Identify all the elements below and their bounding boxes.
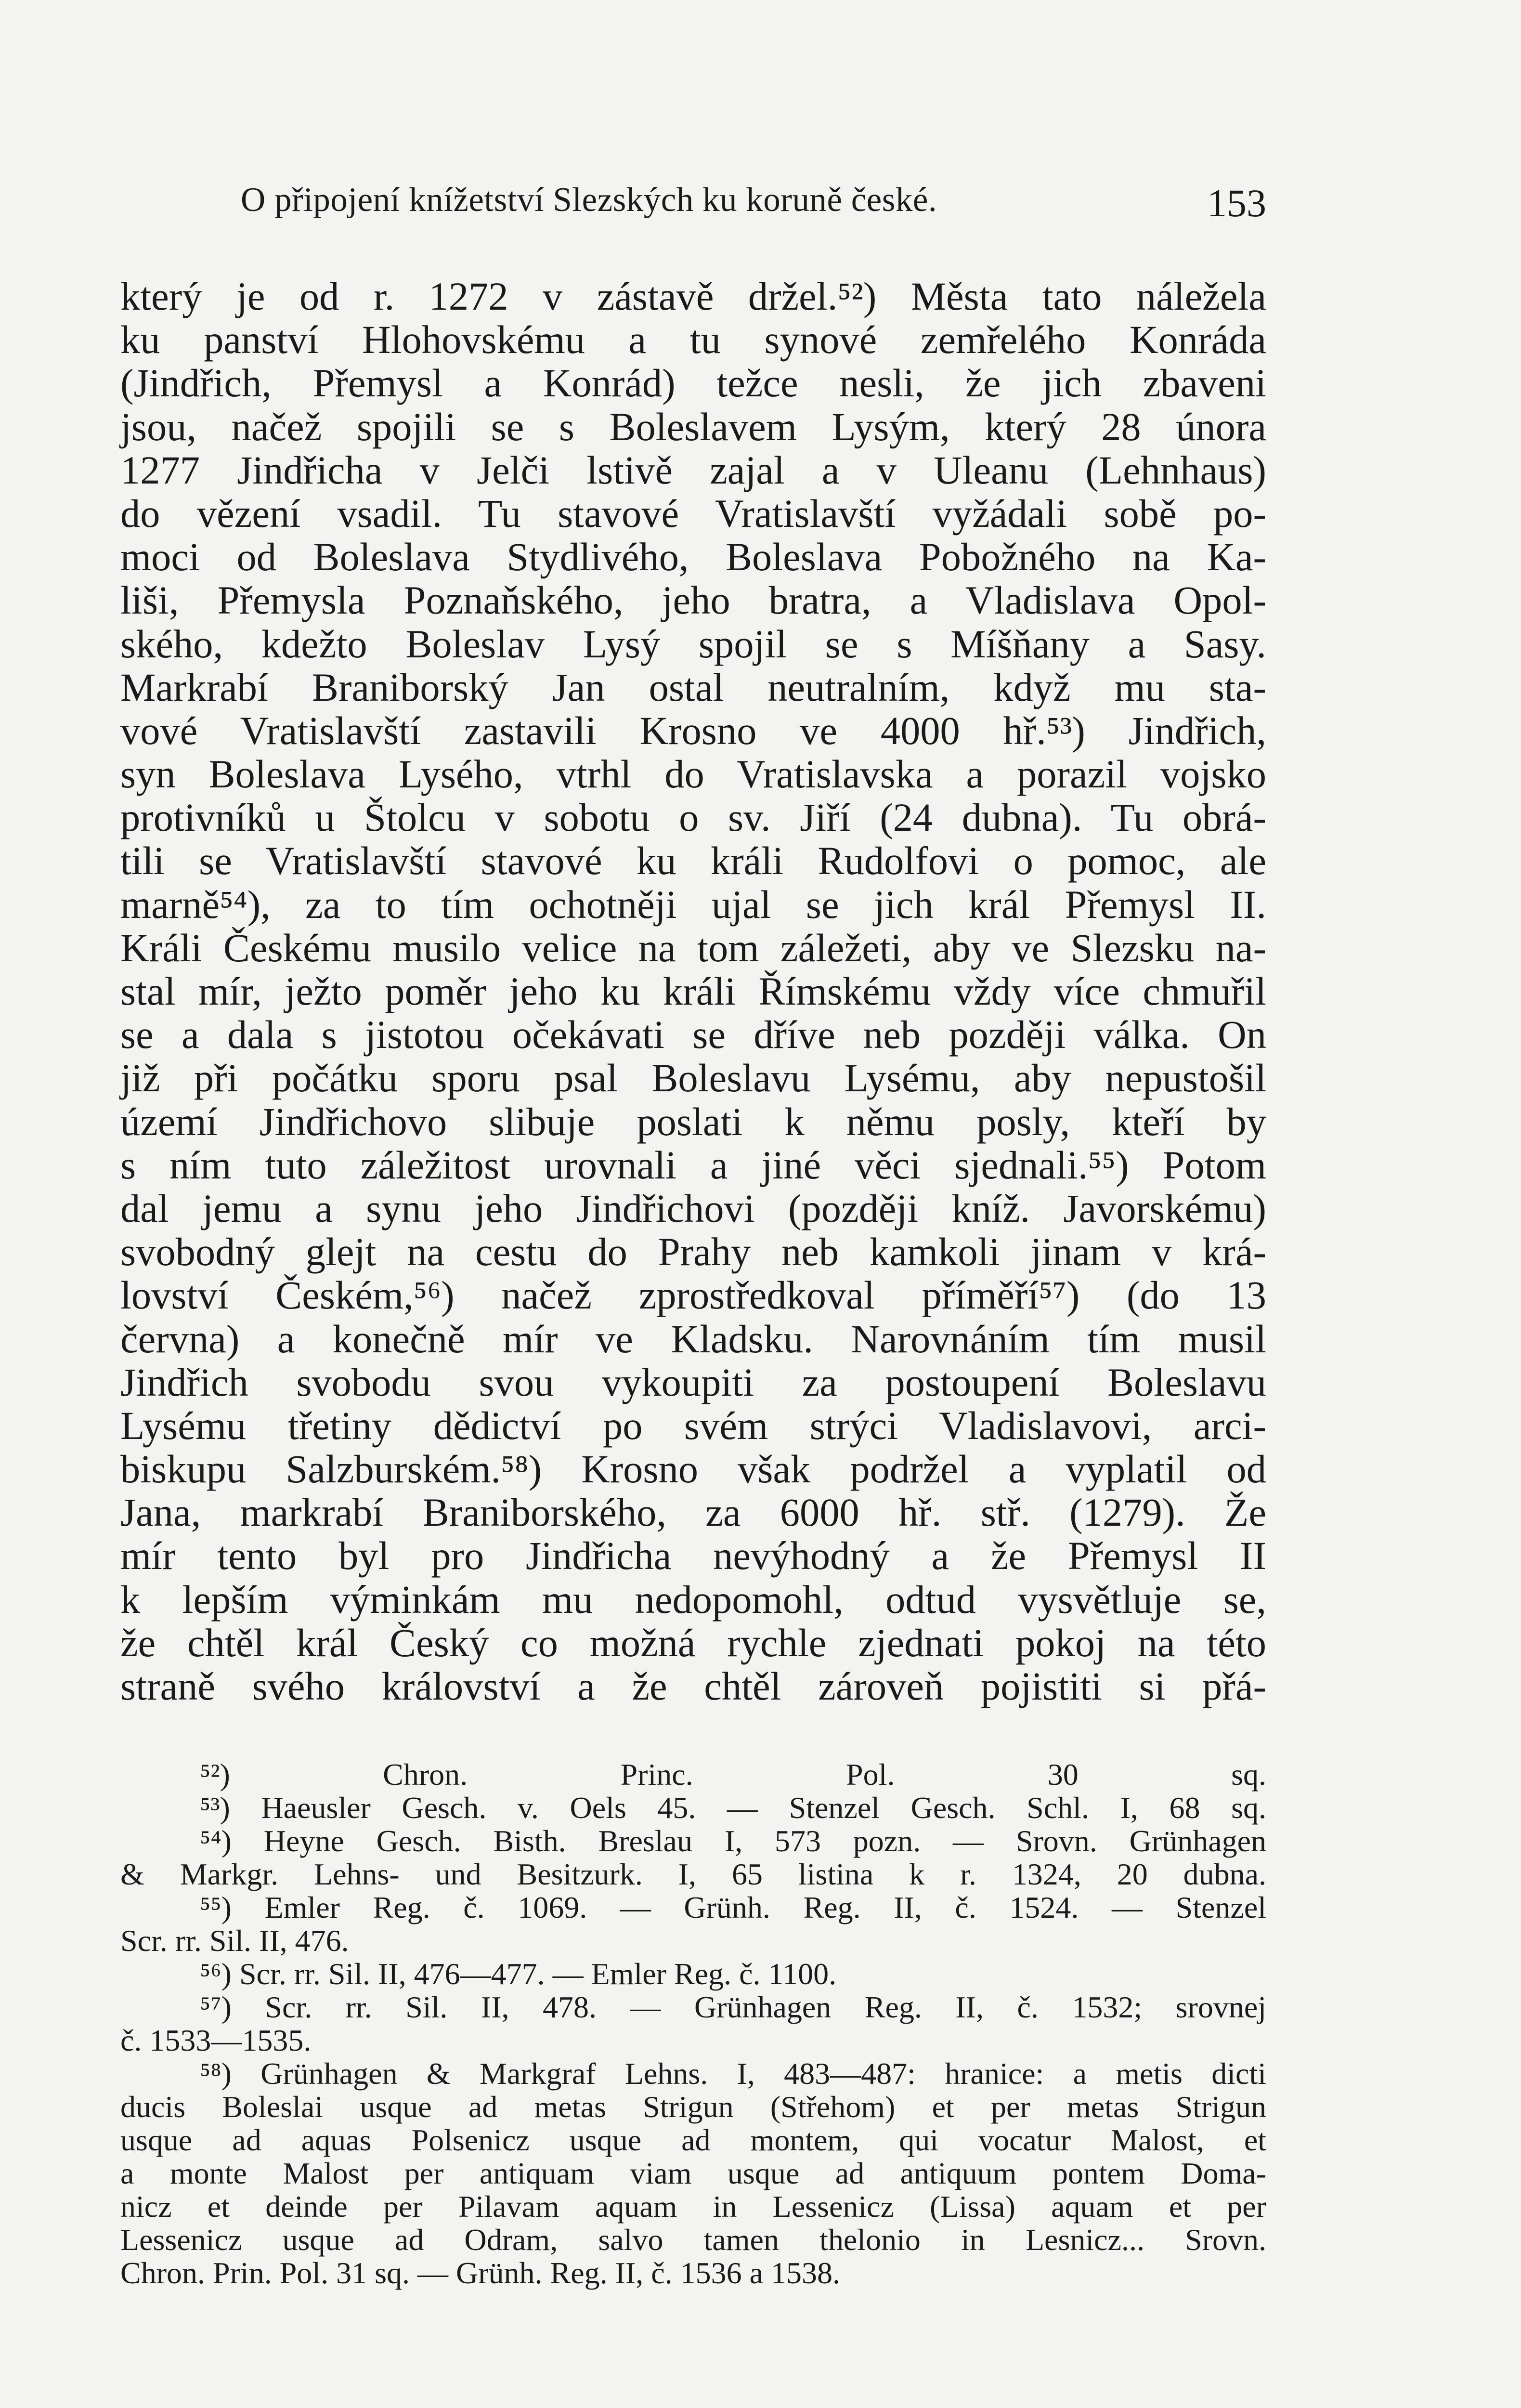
text-line: biskupu Salzburském.⁵⁸) Krosno však podržel a vyplatil od: [120, 1447, 1266, 1492]
text-line: vové Vratislavští zastavili Krosno ve 4000 hř.⁵³) Jindřich,: [120, 708, 1266, 753]
text-line: protivníků u Štolcu v sobotu o sv. Jiří (24 dubna). Tu obrá-: [120, 795, 1266, 840]
text-line: Lysému třetiny dědictví po svém strýci Vladislavovi, arci-: [120, 1403, 1266, 1448]
footnote-line: Lessenicz usque ad Odram, salvo tamen thelonio in Lesnicz... Srovn.: [120, 2223, 1266, 2257]
text-line: že chtěl král Český co možná rychle zjednati pokoj na této: [120, 1620, 1266, 1665]
footnote-line: ⁵⁶) Scr. rr. Sil. II, 476—477. — Emler Reg. č. 1100.: [200, 1957, 837, 1991]
footnote-line: č. 1533—1535.: [120, 2023, 312, 2057]
text-line: se a dala s jistotou očekávati se dříve neb později válka. On: [120, 1012, 1266, 1057]
footnote-line: Chron. Prin. Pol. 31 sq. — Grünh. Reg. II, č. 1536 a 1538.: [120, 2256, 841, 2290]
text-line: moci od Boleslava Stydlivého, Boleslava Pobožného na Ka-: [120, 535, 1266, 579]
text-line: dal jemu a synu jeho Jindřichovi (později kníž. Javorskému): [120, 1186, 1266, 1230]
footnote-line: & Markgr. Lehns- und Besitzurk. I, 65 listina k r. 1324, 20 dubna.: [120, 1857, 1266, 1891]
footnote-line: a monte Malost per antiquam viam usque ad antiquum pontem Doma-: [120, 2156, 1266, 2190]
text-line: s ním tuto záležitost urovnali a jiné věci sjednali.⁵⁵) Potom: [120, 1142, 1266, 1187]
footnote-line: usque ad aquas Polsenicz usque ad montem, qui vocatur Malost, et: [120, 2123, 1266, 2157]
text-line: který je od r. 1272 v zástavě držel.⁵²) Města tato náležela: [120, 274, 1266, 318]
page-number: 153: [1207, 181, 1266, 225]
running-header: [120, 181, 1266, 234]
text-line: lovství Českém,⁵⁶) načež zprostředkoval příměří⁵⁷) (do 13: [120, 1273, 1266, 1318]
footnote-line: ⁵⁷) Scr. rr. Sil. II, 478. — Grünhagen Reg. II, č. 1532; srovnej: [200, 1990, 1266, 2024]
text-line: (Jindřich, Přemysl a Konrád) težce nesli, že jich zbaveni: [120, 361, 1266, 406]
footnote-line: nicz et deinde per Pilavam aquam in Lessenicz (Lissa) aquam et per: [120, 2189, 1266, 2224]
text-line: ského, kdežto Boleslav Lysý spojil se s Míšňany a Sasy.: [120, 621, 1266, 666]
footnote-line: ⁵⁵) Emler Reg. č. 1069. — Grünh. Reg. II, č. 1524. — Stenzel: [200, 1890, 1266, 1924]
footnote-line: Scr. rr. Sil. II, 476.: [120, 1924, 349, 1958]
text-line: již při počátku sporu psal Boleslavu Lysému, aby nepustošil: [120, 1056, 1266, 1100]
text-line: svobodný glejt na cestu do Prahy neb kamkoli jinam v krá-: [120, 1230, 1266, 1274]
text-line: června) a konečně mír ve Kladsku. Narovnáním tím musil: [120, 1316, 1266, 1361]
text-line: Jindřich svobodu svou vykoupiti za postoupení Boleslavu: [120, 1360, 1266, 1404]
footnote-line: ⁵⁴) Heyne Gesch. Bisth. Breslau I, 573 pozn. — Srovn. Grünhagen: [200, 1824, 1266, 1858]
text-line: straně svého království a že chtěl zároveň pojistiti si přá-: [120, 1664, 1266, 1708]
text-line: do vězení vsadil. Tu stavové Vratislavští vyžádali sobě po-: [120, 491, 1266, 536]
text-line: jsou, načež spojili se s Boleslavem Lysým, který 28 února: [120, 404, 1266, 449]
main-text: [120, 275, 1266, 1708]
text-line: území Jindřichovo slibuje poslati k němu posly, kteří by: [120, 1099, 1266, 1144]
text-line: mír tento byl pro Jindřicha nevýhodný a že Přemysl II: [120, 1533, 1266, 1578]
text-line: stal mír, ježto poměr jeho ku králi Římskému vždy více chmuřil: [120, 969, 1266, 1013]
footnotes: [120, 1758, 1266, 2290]
text-line: syn Boleslava Lysého, vtrhl do Vratislavska a porazil vojsko: [120, 752, 1266, 797]
running-title: O připojení knížetství Slezských ku koruně české.: [241, 181, 937, 219]
footnote-line: ⁵⁸) Grünhagen & Markgraf Lehns. I, 483—487: hranice: a metis dicti: [200, 2056, 1266, 2091]
text-line: k lepším výminkám mu nedopomohl, odtud vysvětluje se,: [120, 1577, 1266, 1622]
text-line: marně⁵⁴), za to tím ochotněji ujal se jich král Přemysl II.: [120, 882, 1266, 927]
footnote-line: ⁵³) Haeusler Gesch. v. Oels 45. — Stenzel Gesch. Schl. I, 68 sq.: [200, 1791, 1266, 1825]
text-line: Králi Českému musilo velice na tom záležeti, aby ve Slezsku na-: [120, 925, 1266, 970]
text-line: tili se Vratislavští stavové ku králi Rudolfovi o pomoc, ale: [120, 838, 1266, 883]
text-line: liši, Přemysla Poznaňského, jeho bratra, a Vladislava Opol-: [120, 578, 1266, 623]
text-line: 1277 Jindřicha v Jelči lstivě zajal a v Uleanu (Lehnhaus): [120, 447, 1266, 492]
text-line: ku panství Hlohovskému a tu synové zemřelého Konráda: [120, 317, 1266, 362]
text-line: Markrabí Braniborský Jan ostal neutralním, když mu sta-: [120, 665, 1266, 709]
footnote-line: ⁵²) Chron. Princ. Pol. 30 sq.: [200, 1757, 1266, 1792]
text-line: Jana, markrabí Braniborského, za 6000 hř. stř. (1279). Že: [120, 1490, 1266, 1535]
footnote-line: ducis Boleslai usque ad metas Strigun (Střehom) et per metas Strigun: [120, 2090, 1266, 2124]
